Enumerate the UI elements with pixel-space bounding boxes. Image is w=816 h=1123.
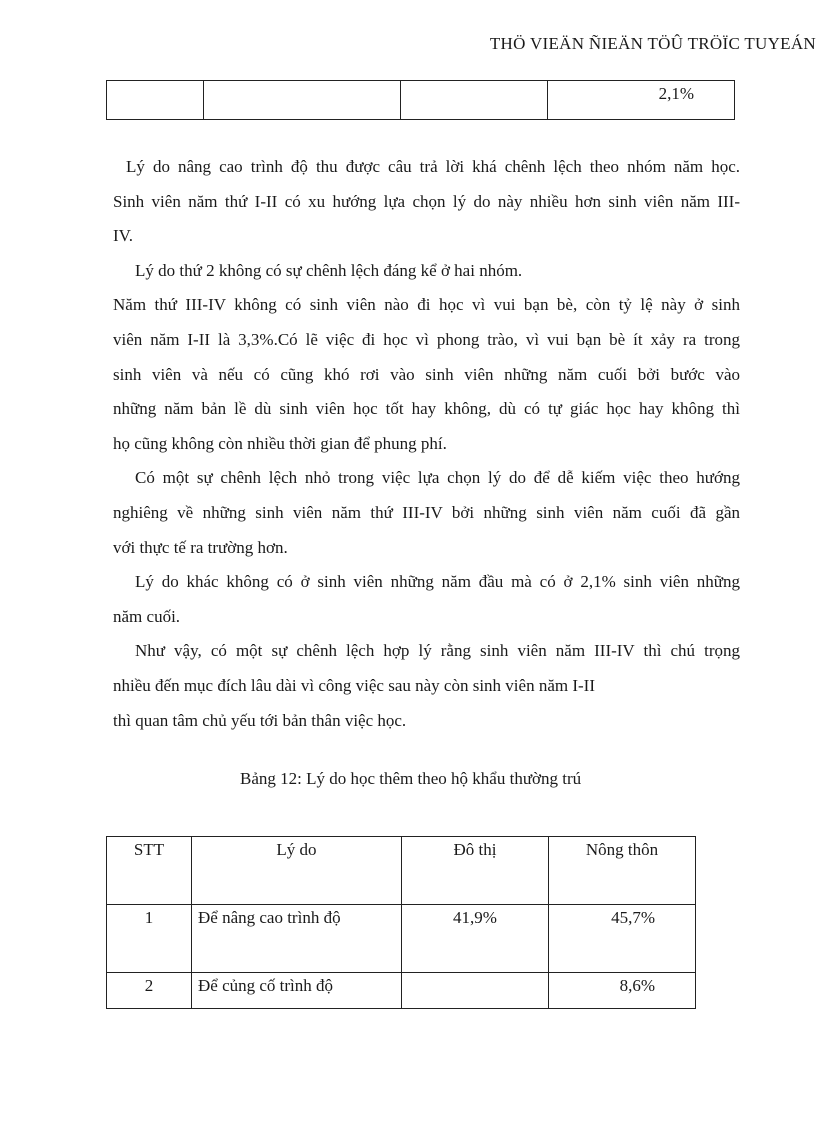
paragraph-line: Như vậy, có một sự chênh lệch hợp lý rằng sinh viên năm III-IV thì chú trọng: [135, 641, 740, 661]
paragraph-line: nghiêng về những sinh viên năm thứ III-IV bởi những sinh viên năm cuối đã gần: [113, 502, 740, 522]
paragraph-line: thì quan tâm chủ yếu tới bản thân việc học.: [113, 710, 407, 730]
table-cell: [204, 81, 401, 120]
table-cell: 45,7%: [549, 905, 696, 973]
paragraph-line: Lý do thứ 2 không có sự chênh lệch đáng kể ở hai nhóm.: [135, 260, 523, 280]
paragraph-line: Sinh viên năm thứ I-II có xu hướng lựa chọn lý do này nhiều hơn sinh viên năm III-: [113, 191, 740, 211]
table-cell: Để củng cố trình độ: [192, 973, 402, 1009]
paragraph-line: Lý do khác không có ở sinh viên những năm đầu mà có ở 2,1% sinh viên những: [135, 572, 740, 592]
paragraph-line: với thực tế ra trường hơn.: [113, 537, 288, 557]
table-cell: Để nâng cao trình độ: [192, 905, 402, 973]
paragraph-line: năm cuối.: [113, 606, 181, 626]
paragraph-line: họ cũng không còn nhiều thời gian để phung phí.: [113, 433, 447, 453]
header-urban: Đô thị: [402, 837, 549, 905]
table-row: [107, 973, 696, 1009]
paragraph-line: Có một sự chênh lệch nhỏ trong việc lựa chọn lý do để dễ kiếm việc theo hướng: [135, 468, 740, 488]
paragraph-line: viên năm I-II là 3,3%.Có lẽ việc đi học vì phong trào, vì vui bạn bè ít xảy ra trong: [113, 329, 740, 349]
page-header: THÖ VIEÄN ÑIEÄN TÖÛ TRÖÏC TUYEÁN: [489, 34, 816, 53]
table-cell: [401, 81, 548, 120]
table-cell: 2,1%: [548, 81, 735, 120]
table-cell: [402, 973, 549, 1009]
paragraph-line: nhiều đến mục đích lâu dài vì công việc sau này còn sinh viên năm I-II: [113, 675, 595, 695]
table-cell: [107, 81, 204, 120]
table-header-row: [107, 837, 696, 905]
table-cell: 1: [107, 905, 192, 973]
table-row: [107, 905, 696, 973]
header-stt: STT: [107, 837, 192, 905]
table-cell: 41,9%: [402, 905, 549, 973]
continued-table: [106, 80, 735, 120]
paragraph-line: IV.: [113, 226, 133, 246]
paragraph-line: những năm bản lề dù sinh viên học tốt hay không, dù có tự giác học hay không thì: [113, 399, 740, 419]
header-rural: Nông thôn: [549, 837, 696, 905]
paragraph-line: Năm thứ III-IV không có sinh viên nào đi học vì vui bạn bè, còn tỷ lệ này ở sinh: [113, 295, 740, 315]
body-text: [113, 150, 740, 738]
paragraph-line: Lý do nâng cao trình độ thu được câu trả lời khá chênh lệch theo nhóm năm học.: [126, 157, 740, 176]
table-cell: 8,6%: [549, 973, 696, 1009]
table-cell: 2: [107, 973, 192, 1009]
table-row: [107, 81, 735, 120]
table-caption: Bảng 12: Lý do học thêm theo hộ khẩu thường trú: [240, 769, 582, 788]
reasons-table: [106, 836, 696, 1009]
paragraph-line: sinh viên và nếu có cũng khó rơi vào sinh viên những năm cuối bởi bước vào: [113, 364, 740, 384]
header-reason: Lý do: [192, 837, 402, 905]
